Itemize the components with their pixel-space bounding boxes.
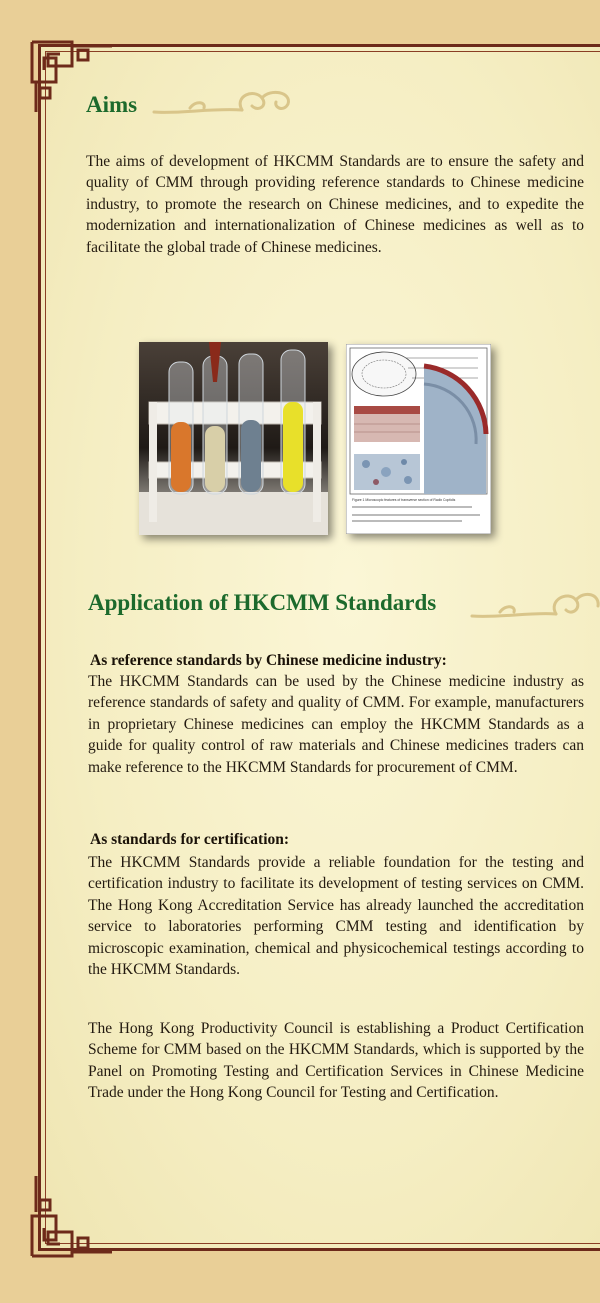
cloud-swirl-right-icon (470, 586, 600, 630)
cloud-swirl-icon (150, 84, 300, 124)
application-title: Application of HKCMM Standards (88, 590, 437, 615)
fret-ornament-bottom-icon (26, 1172, 116, 1262)
aims-title: Aims (86, 92, 138, 117)
certification-paragraph: The HKCMM Standards provide a reliable foundation for the testing and certification industry to facilitate its development of testing services on CMM. The Hong Kong Accreditation Service has already launched the accreditation service to laboratories performing CMM testing and identification by microscopic examination, chemical and physicochemical testings according to the HKCMM Standards. (88, 854, 584, 979)
microscopy-figure-photo (346, 344, 491, 534)
figure-caption-text: Figure 1 Microscopic features of transverse section of Radix Coptidis (352, 498, 456, 502)
industry-heading: As reference standards by Chinese medicine industry: (90, 652, 447, 669)
hkpc-paragraph: The Hong Kong Productivity Council is establishing a Product Certification Scheme for CMM based on the HKCMM Standards, which is supported by the Panel on Promoting Testing and Certification Services in Chinese Medicine Trade under the Hong Kong Council for Testing and Certification. (88, 1020, 584, 1102)
industry-paragraph: The HKCMM Standards can be used by the Chinese medicine industry as reference standards of safety and quality of CMM. For example, manufacturers in proprietary Chinese medicines can employ the HKCMM Standards as a guide for quality control of raw materials and Chinese medicines traders can make reference to the HKCMM Standards for procurement of CMM. (88, 673, 584, 776)
test-tubes-photo (139, 342, 328, 535)
aims-paragraph: The aims of development of HKCMM Standards are to ensure the safety and quality of CMM through providing reference standards to Chinese medicine industry, to promote the research on Chinese medicines, and to expedite the modernization and internationalization of Chinese medicines as well as to facilitate the global trade of Chinese medicines. (86, 153, 584, 256)
certification-heading: As standards for certification: (90, 831, 290, 848)
